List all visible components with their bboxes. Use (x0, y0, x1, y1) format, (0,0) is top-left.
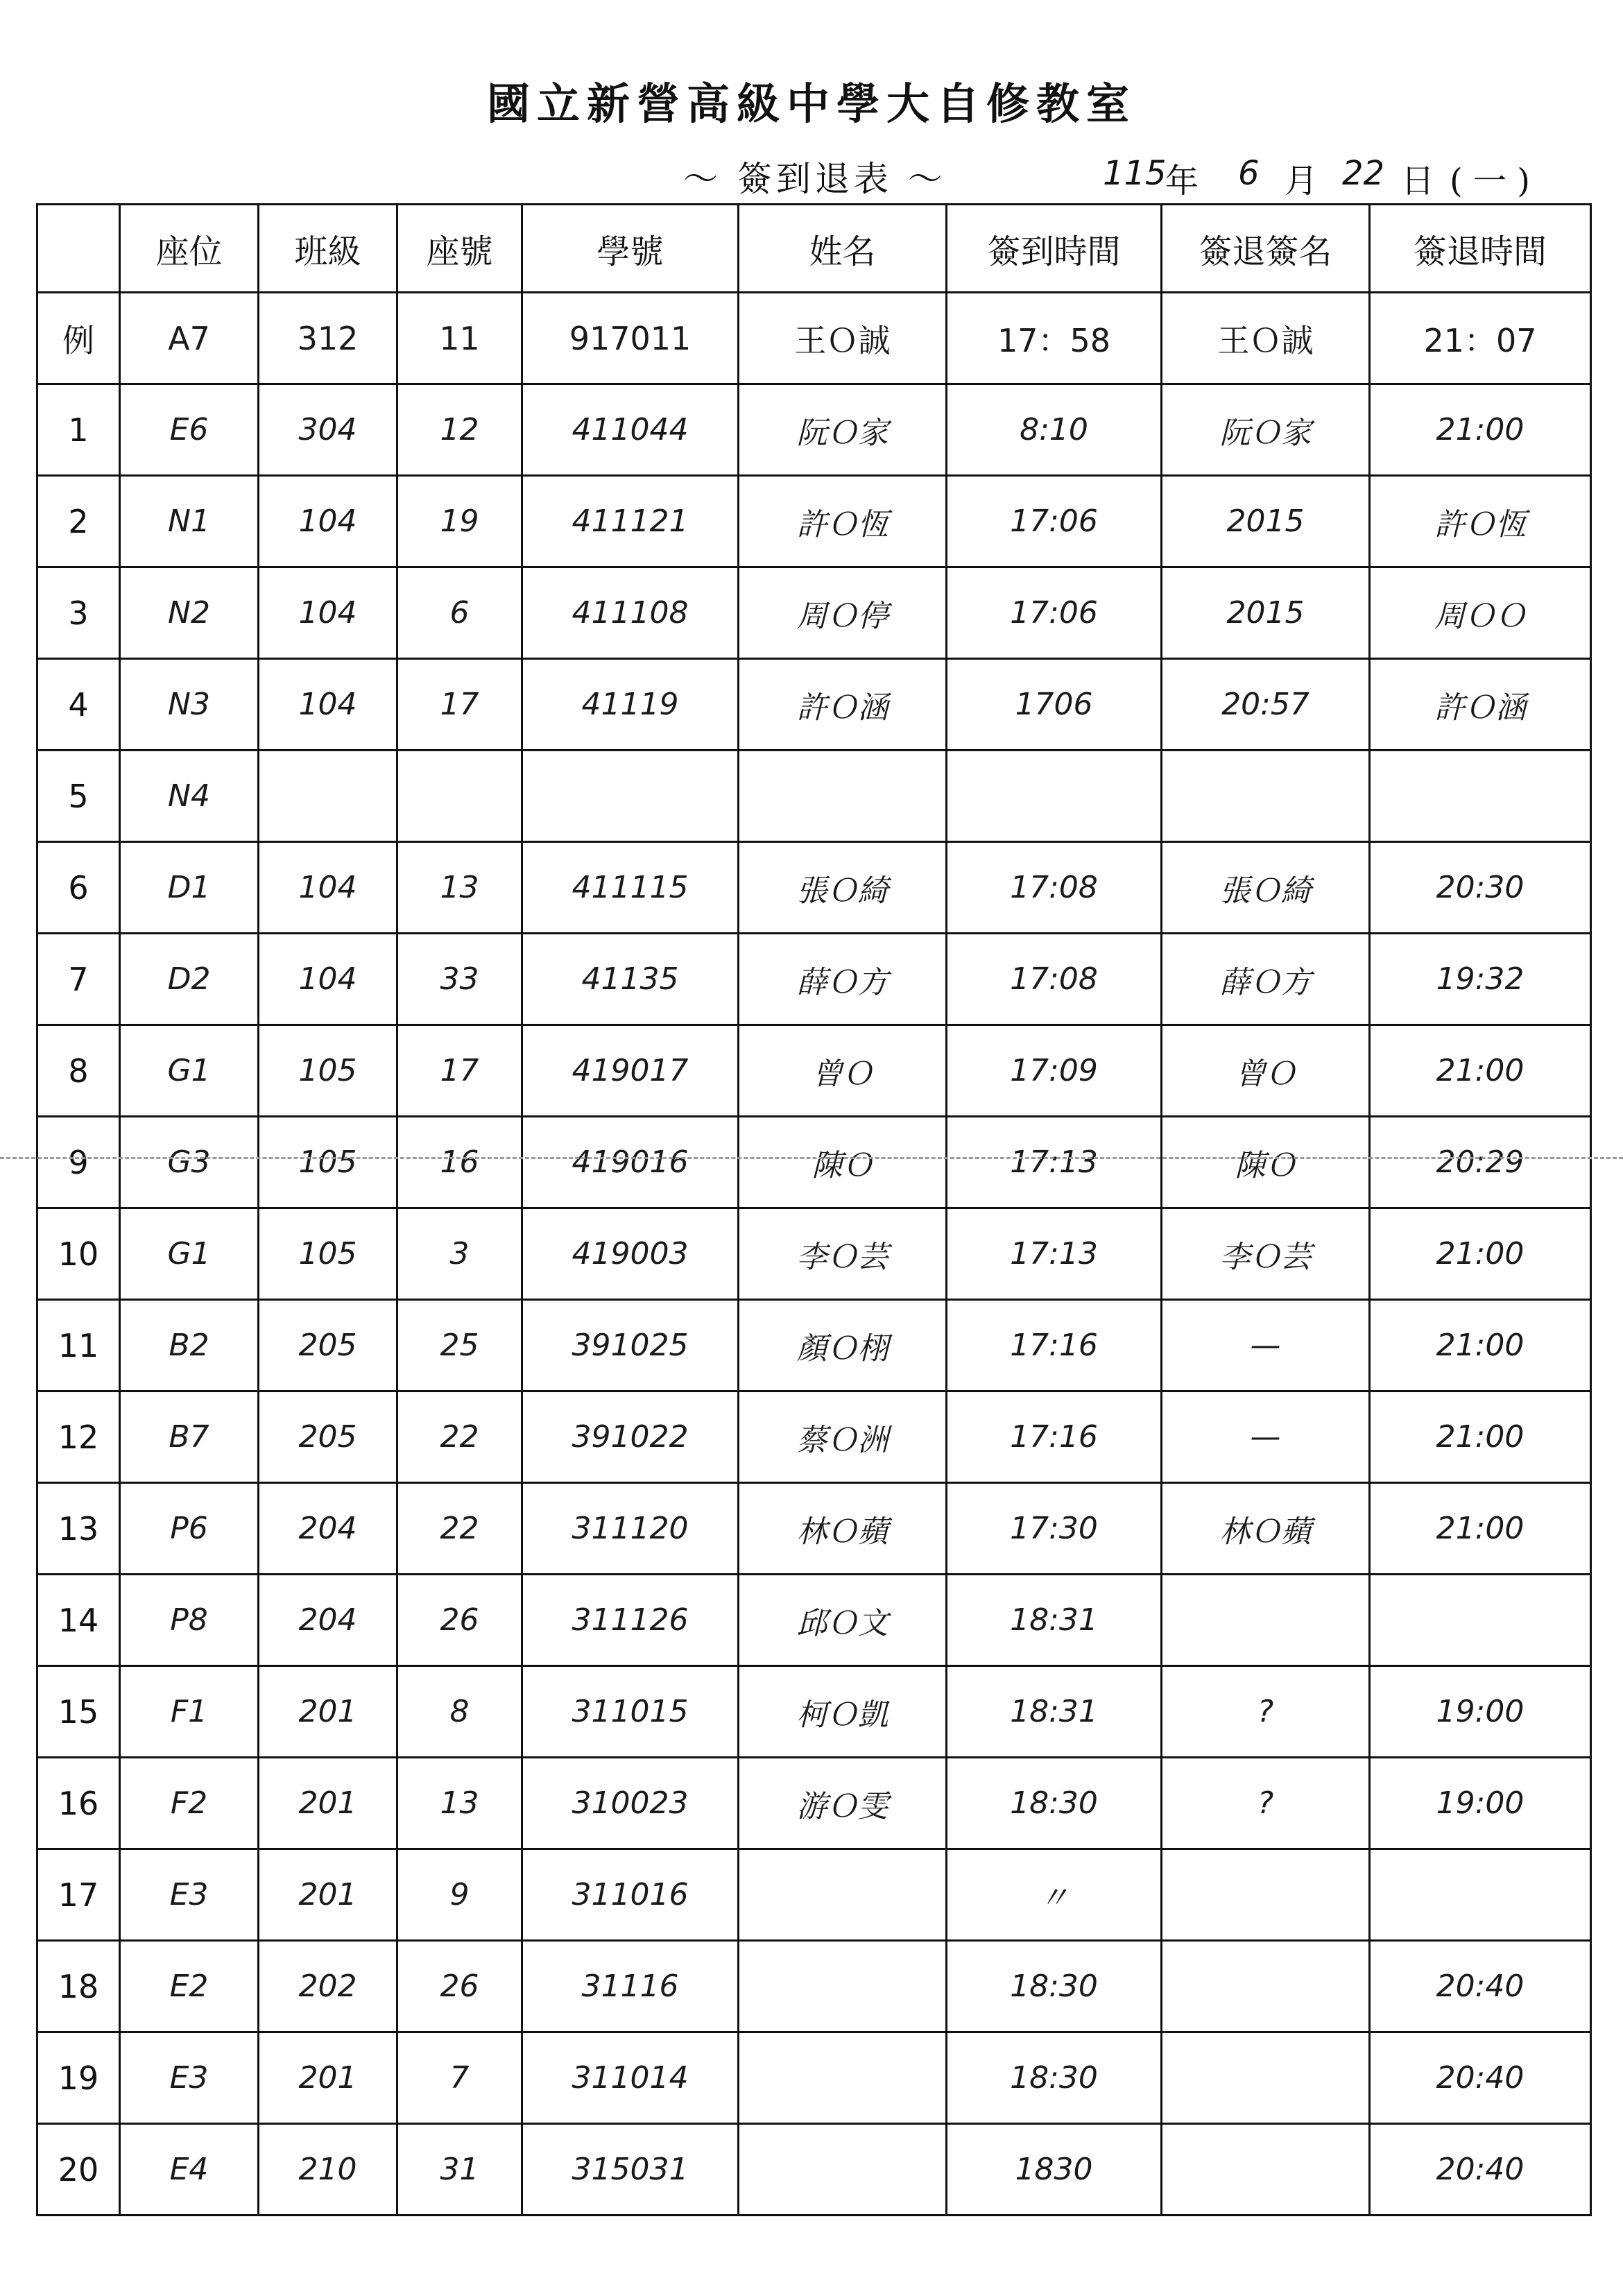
class-cell: 104 (259, 659, 397, 751)
table-row (37, 384, 1591, 476)
checkout-time-cell: 許Ｏ涵 (1370, 659, 1591, 751)
name-cell: 蔡Ｏ洲 (739, 1391, 947, 1483)
class-cell: 201 (259, 2032, 397, 2124)
student-id-cell: 917011 (522, 293, 739, 384)
name-cell (739, 1941, 947, 2032)
name-cell (739, 1849, 947, 1941)
row-number: 例 (37, 293, 120, 384)
table-row (37, 1117, 1591, 1208)
header-checkout-time: 簽退時間 (1370, 205, 1591, 293)
checkin-time-cell: 17:13 (947, 1117, 1162, 1208)
row-number: 6 (37, 842, 120, 934)
header-checkin-time: 簽到時間 (947, 205, 1162, 293)
checkout-time-cell: 21:00 (1370, 1300, 1591, 1391)
name-cell: 張Ｏ綺 (739, 842, 947, 934)
table-row (37, 476, 1591, 567)
checkout-signature-cell: 陳Ｏ (1162, 1117, 1370, 1208)
seat-cell: E3 (120, 2032, 259, 2124)
student-id-cell: 310023 (522, 1758, 739, 1849)
checkout-time-cell: 21:00 (1370, 384, 1591, 476)
checkout-signature-cell: 阮Ｏ家 (1162, 384, 1370, 476)
class-cell (259, 751, 397, 842)
seat-number-cell: 17 (397, 1025, 522, 1117)
checkin-time-cell: 17:06 (947, 567, 1162, 659)
checkin-time-cell: 17:09 (947, 1025, 1162, 1117)
checkout-time-cell: 許Ｏ恆 (1370, 476, 1591, 567)
seat-number-cell: 3 (397, 1208, 522, 1300)
row-number: 3 (37, 567, 120, 659)
date-year-label: 年 (1165, 162, 1199, 200)
row-number: 18 (37, 1941, 120, 2032)
seat-cell: A7 (120, 293, 259, 384)
table-row (37, 1025, 1591, 1117)
seat-cell: B2 (120, 1300, 259, 1391)
checkin-time-cell: 17:30 (947, 1483, 1162, 1575)
seat-number-cell: 33 (397, 934, 522, 1025)
name-cell: 邱Ｏ文 (739, 1575, 947, 1666)
table-row (37, 842, 1591, 934)
header-checkout-signature: 簽退簽名 (1162, 205, 1370, 293)
class-cell: 201 (259, 1666, 397, 1758)
checkout-signature-cell: 20:57 (1162, 659, 1370, 751)
row-number: 16 (37, 1758, 120, 1849)
checkout-time-cell: 21:00 (1370, 1025, 1591, 1117)
header-row (37, 205, 1591, 293)
name-cell: 阮Ｏ家 (739, 384, 947, 476)
row-number: 10 (37, 1208, 120, 1300)
checkout-time-cell: 20:29 (1370, 1117, 1591, 1208)
table-row (37, 567, 1591, 659)
seat-cell: E3 (120, 1849, 259, 1941)
checkout-signature-cell: 2015 (1162, 567, 1370, 659)
checkin-time-cell: 1830 (947, 2124, 1162, 2216)
form-title: 國立新營高級中學大自修教室 (486, 78, 1136, 129)
checkin-time-cell: 18:30 (947, 2032, 1162, 2124)
seat-number-cell: 31 (397, 2124, 522, 2216)
student-id-cell (522, 751, 739, 842)
name-cell (739, 751, 947, 842)
student-id-cell: 391022 (522, 1391, 739, 1483)
student-id-cell: 311126 (522, 1575, 739, 1666)
checkout-signature-cell: 2015 (1162, 476, 1370, 567)
name-cell: 周Ｏ停 (739, 567, 947, 659)
seat-cell: P6 (120, 1483, 259, 1575)
seat-number-cell: 13 (397, 1758, 522, 1849)
student-id-cell: 419017 (522, 1025, 739, 1117)
header-index (37, 205, 120, 293)
seat-number-cell: 17 (397, 659, 522, 751)
seat-number-cell: 22 (397, 1483, 522, 1575)
checkout-time-cell: 21:00 (1370, 1483, 1591, 1575)
name-cell: 薛Ｏ方 (739, 934, 947, 1025)
date-line (1103, 147, 1588, 200)
seat-number-cell: 26 (397, 1941, 522, 2032)
row-number: 9 (37, 1117, 120, 1208)
date-day: 22 (1342, 154, 1385, 193)
class-cell: 210 (259, 2124, 397, 2216)
name-cell: 許Ｏ恆 (739, 476, 947, 567)
name-cell: 李Ｏ芸 (739, 1208, 947, 1300)
checkout-signature-cell: 曾Ｏ (1162, 1025, 1370, 1117)
table-row (37, 2032, 1591, 2124)
checkin-time-cell: 17:16 (947, 1391, 1162, 1483)
name-cell: 柯Ｏ凱 (739, 1666, 947, 1758)
seat-number-cell: 11 (397, 293, 522, 384)
seat-cell: E2 (120, 1941, 259, 2032)
scan-dash-line (0, 1157, 1623, 1159)
row-number: 19 (37, 2032, 120, 2124)
seat-cell: G3 (120, 1117, 259, 1208)
name-cell (739, 2124, 947, 2216)
row-number: 17 (37, 1849, 120, 1941)
checkout-signature-cell: ? (1162, 1666, 1370, 1758)
checkin-time-cell: 18:31 (947, 1666, 1162, 1758)
table-row (37, 659, 1591, 751)
class-cell: 201 (259, 1758, 397, 1849)
student-id-cell: 411108 (522, 567, 739, 659)
class-cell: 204 (259, 1483, 397, 1575)
example-row (37, 293, 1591, 384)
checkout-signature-cell (1162, 2124, 1370, 2216)
checkout-time-cell: 20:40 (1370, 2124, 1591, 2216)
checkin-time-cell: 18:30 (947, 1758, 1162, 1849)
seat-cell: G1 (120, 1208, 259, 1300)
checkin-time-cell (947, 751, 1162, 842)
table-row (37, 1758, 1591, 1849)
checkout-signature-cell: — (1162, 1391, 1370, 1483)
class-cell: 202 (259, 1941, 397, 2032)
checkout-time-cell: 19:00 (1370, 1758, 1591, 1849)
row-number: 2 (37, 476, 120, 567)
seat-cell: E6 (120, 384, 259, 476)
seat-number-cell (397, 751, 522, 842)
student-id-cell: 419016 (522, 1117, 739, 1208)
class-cell: 201 (259, 1849, 397, 1941)
seat-number-cell: 19 (397, 476, 522, 567)
student-id-cell: 311014 (522, 2032, 739, 2124)
class-cell: 205 (259, 1391, 397, 1483)
seat-number-cell: 26 (397, 1575, 522, 1666)
seat-number-cell: 7 (397, 2032, 522, 2124)
checkin-time-cell: 17:08 (947, 842, 1162, 934)
name-cell: 顏Ｏ栩 (739, 1300, 947, 1391)
seat-number-cell: 9 (397, 1849, 522, 1941)
checkout-signature-cell (1162, 751, 1370, 842)
seat-cell: N3 (120, 659, 259, 751)
checkout-signature-cell: 薛Ｏ方 (1162, 934, 1370, 1025)
seat-cell: E4 (120, 2124, 259, 2216)
table-row (37, 1391, 1591, 1483)
checkout-signature-cell: — (1162, 1300, 1370, 1391)
class-cell: 304 (259, 384, 397, 476)
seat-cell: N4 (120, 751, 259, 842)
name-cell: 王Ｏ誠 (739, 293, 947, 384)
header-student-id: 學號 (522, 205, 739, 293)
name-cell (739, 2032, 947, 2124)
table-row (37, 1208, 1591, 1300)
seat-cell: N2 (120, 567, 259, 659)
class-cell: 105 (259, 1208, 397, 1300)
seat-cell: P8 (120, 1575, 259, 1666)
checkout-signature-cell (1162, 1941, 1370, 2032)
class-cell: 104 (259, 842, 397, 934)
checkout-time-cell: 20:40 (1370, 2032, 1591, 2124)
student-id-cell: 419003 (522, 1208, 739, 1300)
name-cell: 林Ｏ蘋 (739, 1483, 947, 1575)
student-id-cell: 311120 (522, 1483, 739, 1575)
checkout-signature-cell: 林Ｏ蘋 (1162, 1483, 1370, 1575)
checkout-signature-cell: ? (1162, 1758, 1370, 1849)
date-month: 6 (1238, 154, 1260, 193)
row-number: 13 (37, 1483, 120, 1575)
seat-number-cell: 12 (397, 384, 522, 476)
header-seat-number: 座號 (397, 205, 522, 293)
checkout-time-cell: 21:00 (1370, 1391, 1591, 1483)
student-id-cell: 391025 (522, 1300, 739, 1391)
checkout-time-cell: 20:30 (1370, 842, 1591, 934)
seat-number-cell: 6 (397, 567, 522, 659)
row-number: 12 (37, 1391, 120, 1483)
table-row (37, 2124, 1591, 2216)
table-row (37, 1666, 1591, 1758)
checkout-time-cell: 21:00 (1370, 1208, 1591, 1300)
header-seat: 座位 (120, 205, 259, 293)
seat-number-cell: 22 (397, 1391, 522, 1483)
seat-number-cell: 16 (397, 1117, 522, 1208)
checkout-time-cell: 19:00 (1370, 1666, 1591, 1758)
date-month-label: 月 (1285, 162, 1319, 200)
date-weekday: ( 一 ) (1450, 162, 1530, 200)
student-id-cell: 311015 (522, 1666, 739, 1758)
checkout-signature-cell: 王Ｏ誠 (1162, 293, 1370, 384)
checkout-signature-cell: 李Ｏ芸 (1162, 1208, 1370, 1300)
header-name: 姓名 (739, 205, 947, 293)
row-number: 5 (37, 751, 120, 842)
seat-cell: B7 (120, 1391, 259, 1483)
checkin-time-cell: 17：58 (947, 293, 1162, 384)
checkin-time-cell: 17:13 (947, 1208, 1162, 1300)
seat-number-cell: 13 (397, 842, 522, 934)
checkout-time-cell: 20:40 (1370, 1941, 1591, 2032)
checkout-time-cell: 周ＯＯ (1370, 567, 1591, 659)
date-year: 115 (1103, 154, 1167, 193)
checkin-time-cell: 8:10 (947, 384, 1162, 476)
table-row (37, 1300, 1591, 1391)
table-row (37, 751, 1591, 842)
name-cell: 陳Ｏ (739, 1117, 947, 1208)
student-id-cell: 41119 (522, 659, 739, 751)
seat-cell: N1 (120, 476, 259, 567)
name-cell: 曾Ｏ (739, 1025, 947, 1117)
checkout-signature-cell (1162, 1575, 1370, 1666)
form-subtitle: ～ 簽到退表 ～ (683, 159, 947, 199)
table-row (37, 1483, 1591, 1575)
header-class: 班級 (259, 205, 397, 293)
sign-in-table (36, 203, 1592, 2216)
student-id-cell: 411115 (522, 842, 739, 934)
class-cell: 104 (259, 934, 397, 1025)
row-number: 4 (37, 659, 120, 751)
checkout-time-cell (1370, 1849, 1591, 1941)
seat-cell: F2 (120, 1758, 259, 1849)
class-cell: 104 (259, 567, 397, 659)
student-id-cell: 31116 (522, 1941, 739, 2032)
seat-number-cell: 25 (397, 1300, 522, 1391)
seat-cell: F1 (120, 1666, 259, 1758)
date-day-label: 日 (1401, 162, 1435, 200)
table-row (37, 1575, 1591, 1666)
checkout-signature-cell (1162, 1849, 1370, 1941)
class-cell: 104 (259, 476, 397, 567)
table-row (37, 1941, 1591, 2032)
checkin-time-cell: 18:30 (947, 1941, 1162, 2032)
checkin-time-cell: 17:16 (947, 1300, 1162, 1391)
row-number: 1 (37, 384, 120, 476)
name-cell: 許Ｏ涵 (739, 659, 947, 751)
class-cell: 105 (259, 1117, 397, 1208)
row-number: 8 (37, 1025, 120, 1117)
checkout-time-cell (1370, 1575, 1591, 1666)
seat-number-cell: 8 (397, 1666, 522, 1758)
checkout-signature-cell: 張Ｏ綺 (1162, 842, 1370, 934)
table-row (37, 934, 1591, 1025)
student-id-cell: 411044 (522, 384, 739, 476)
student-id-cell: 41135 (522, 934, 739, 1025)
checkout-time-cell (1370, 751, 1591, 842)
checkin-time-cell: 17:08 (947, 934, 1162, 1025)
row-number: 15 (37, 1666, 120, 1758)
checkin-time-cell: 18:31 (947, 1575, 1162, 1666)
checkin-time-cell: 〃 (947, 1849, 1162, 1941)
class-cell: 205 (259, 1300, 397, 1391)
checkin-time-cell: 1706 (947, 659, 1162, 751)
row-number: 7 (37, 934, 120, 1025)
class-cell: 105 (259, 1025, 397, 1117)
student-id-cell: 315031 (522, 2124, 739, 2216)
name-cell: 游Ｏ雯 (739, 1758, 947, 1849)
table-row (37, 1849, 1591, 1941)
class-cell: 312 (259, 293, 397, 384)
row-number: 20 (37, 2124, 120, 2216)
student-id-cell: 311016 (522, 1849, 739, 1941)
seat-cell: D2 (120, 934, 259, 1025)
class-cell: 204 (259, 1575, 397, 1666)
checkin-time-cell: 17:06 (947, 476, 1162, 567)
seat-cell: G1 (120, 1025, 259, 1117)
row-number: 11 (37, 1300, 120, 1391)
row-number: 14 (37, 1575, 120, 1666)
checkout-time-cell: 21：07 (1370, 293, 1591, 384)
checkout-time-cell: 19:32 (1370, 934, 1591, 1025)
checkout-signature-cell (1162, 2032, 1370, 2124)
seat-cell: D1 (120, 842, 259, 934)
student-id-cell: 411121 (522, 476, 739, 567)
